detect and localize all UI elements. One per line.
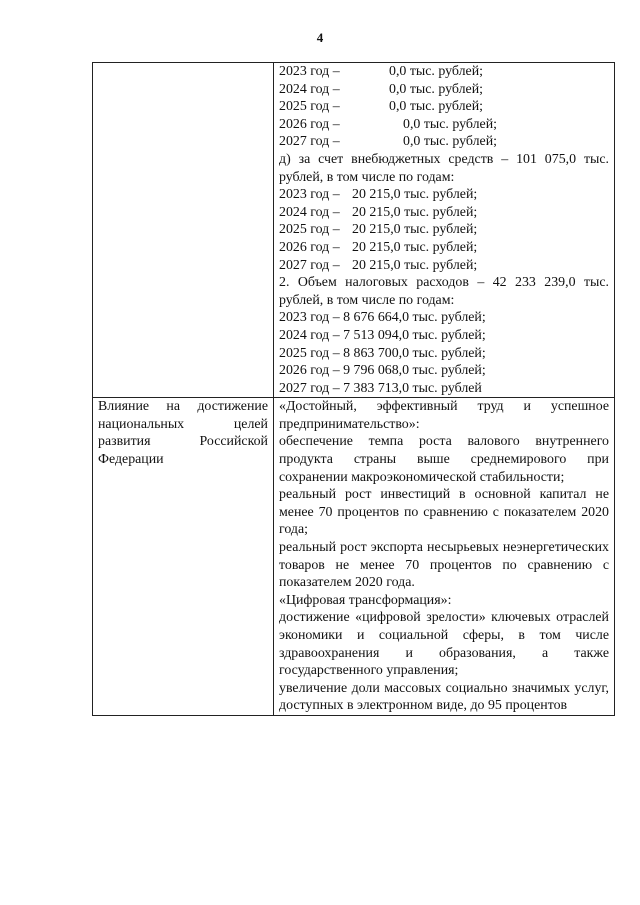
finance-line: 2026 год – 0,0 тыс. рублей; bbox=[279, 116, 497, 132]
finance-label-cell bbox=[93, 63, 274, 398]
finance-row bbox=[93, 63, 615, 398]
extrabudget-intro: д) за счет внебюджетных средств – 101 075,0 тыс. рублей, в том числе по годам: bbox=[279, 151, 609, 185]
finance-line: 2025 год – 0,0 тыс. рублей; bbox=[279, 99, 483, 115]
goal-heading: «Достойный, эффективный труд и успешное предпринимательство»: bbox=[279, 399, 609, 432]
tax-line: 2027 год – 7 383 713,0 тыс. рублей bbox=[279, 380, 482, 396]
extrabudget-line: 2026 год – 20 215,0 тыс. рублей; bbox=[279, 239, 478, 255]
extrabudget-line: 2025 год – 20 215,0 тыс. рублей; bbox=[279, 222, 478, 238]
finance-line: 2023 год – 0,0 тыс. рублей; bbox=[279, 64, 483, 79]
passport-table bbox=[92, 62, 615, 716]
tax-line: 2025 год – 8 863 700,0 тыс. рублей; bbox=[279, 345, 486, 361]
goal-item: увеличение доли массовых социально значимых услуг, доступных в электронном виде, до 95 процентов bbox=[279, 680, 609, 714]
finance-line: 2027 год – 0,0 тыс. рублей; bbox=[279, 134, 497, 150]
goal-item: реальный рост инвестиций в основной капитал не менее 70 процентов по сравнению с показателем 2020 года; bbox=[279, 487, 609, 538]
goal-item: реальный рост экспорта несырьевых неэнергетических товаров не менее 70 процентов по сравнению с показателем 2020 года. bbox=[279, 540, 609, 591]
impact-value-cell bbox=[274, 398, 615, 716]
extrabudget-line: 2023 год – 20 215,0 тыс. рублей; bbox=[279, 187, 478, 203]
extrabudget-line: 2024 год – 20 215,0 тыс. рублей; bbox=[279, 204, 478, 220]
goal-item: достижение «цифровой зрелости» ключевых отраслей экономики и социальной сферы, в том числе здравоохранения и образования, а также государственного управления; bbox=[279, 610, 609, 679]
extrabudget-line: 2027 год – 20 215,0 тыс. рублей; bbox=[279, 257, 478, 273]
goal-item: обеспечение темпа роста валового внутреннего продукта страны выше среднемирового при сохранении макроэкономической стабильности; bbox=[279, 434, 609, 485]
impact-label: Влияние на достижение национальных целей развития Российской Федерации bbox=[93, 398, 274, 716]
finance-line: 2024 год – 0,0 тыс. рублей; bbox=[279, 81, 483, 97]
impact-row bbox=[93, 398, 615, 716]
tax-line: 2023 год – 8 676 664,0 тыс. рублей; bbox=[279, 310, 486, 326]
goal-heading: «Цифровая трансформация»: bbox=[279, 592, 452, 608]
page-number: 4 bbox=[316, 30, 324, 45]
finance-value-cell bbox=[274, 63, 615, 398]
tax-intro: 2. Объем налоговых расходов – 42 233 239,0 тыс. рублей, в том числе по годам: bbox=[279, 275, 609, 308]
tax-line: 2026 год – 9 796 068,0 тыс. рублей; bbox=[279, 363, 486, 379]
tax-line: 2024 год – 7 513 094,0 тыс. рублей; bbox=[279, 327, 486, 343]
